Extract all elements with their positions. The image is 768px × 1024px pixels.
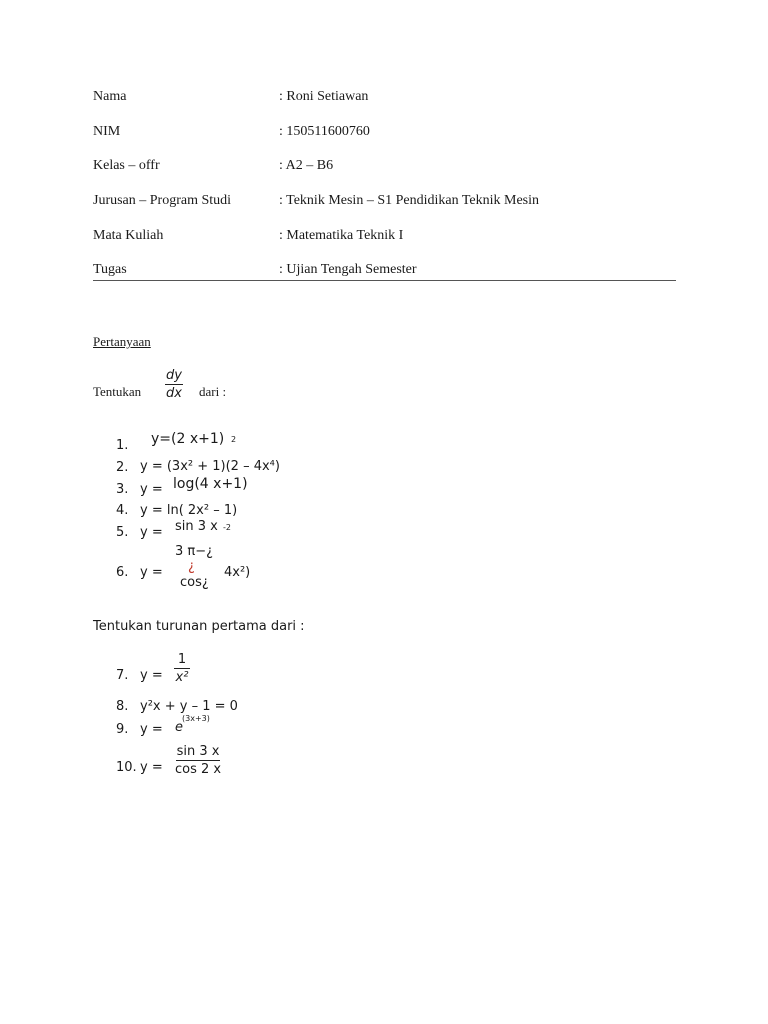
info-value-jurusan: : Teknik Mesin – S1 Pendidikan Teknik Mesin [279,193,540,208]
info-value-matkul: : Matematika Teknik I [279,228,404,243]
question-6-number: 6. [116,565,129,580]
question-6-tail: 4x²) [224,565,251,580]
question-9-prefix: y = [140,722,163,737]
question-5-number: 5. [116,525,129,540]
info-value-nama: : Roni Setiawan [279,89,369,104]
question-7-numerator: 1 [177,652,187,667]
intro-derivative-fraction [165,368,183,401]
info-label-nim: NIM [93,124,121,139]
question-7-number: 7. [116,668,129,683]
question-7-fraction [174,652,190,685]
info-label-kelas: Kelas – offr [93,158,160,173]
question-1-number: 1. [116,438,129,453]
header-divider [93,280,676,281]
question-8-expression: y²x + y – 1 = 0 [140,699,238,714]
question-7-denominator: x² [175,670,189,685]
question-9-number: 9. [116,722,129,737]
question-10-denominator: cos 2 x [175,762,222,777]
part2-intro: Tentukan turunan pertama dari : [93,619,305,634]
question-5-exponent: -2 [223,523,231,532]
question-10-prefix: y = [140,760,163,775]
question-2-number: 2. [116,460,129,475]
question-4-number: 4. [116,503,129,518]
question-10-numerator: sin 3 x [176,744,220,759]
question-3-number: 3. [116,482,129,497]
question-6-denominator: cos¿ [180,575,209,590]
intro-frac-bar [165,384,183,385]
question-10-frac-bar [176,760,220,761]
intro-suffix: dari : [199,384,227,399]
section-title: Pertanyaan [93,334,151,349]
question-5-prefix: y = [140,525,163,540]
question-7-frac-bar [174,668,190,669]
info-value-tugas: : Ujian Tengah Semester [279,262,417,277]
intro-prefix: Tentukan [93,384,142,399]
question-10-fraction [175,744,221,777]
question-6-numerator [175,544,213,559]
info-value-kelas: : A2 – B6 [279,158,334,173]
question-6-prefix: y = [140,565,163,580]
info-label-nama: Nama [93,89,127,104]
question-5-expression: sin 3 x [175,519,218,534]
question-9-exponent: (3x+3) [182,714,210,723]
question-3-prefix: y = [140,482,163,497]
question-6-numerator-text: 3 π−¿ [175,544,214,559]
question-1-exponent: 2 [231,435,237,444]
info-label-matkul: Mata Kuliah [93,228,164,243]
question-2-expression: y = (3x² + 1)(2 – 4x⁴) [140,459,280,474]
question-1-expression: y=(2 x+1) [151,431,225,447]
question-6-middle-glyph: ¿ [188,559,195,574]
intro-frac-numerator: dy [166,368,182,383]
info-value-nim: : 150511600760 [279,124,370,139]
question-7-prefix: y = [140,668,163,683]
info-label-jurusan: Jurusan – Program Studi [93,193,232,208]
intro-frac-denominator: dx [166,386,182,401]
question-8-number: 8. [116,699,129,714]
question-9-base: e [175,720,183,735]
info-label-tugas: Tugas [93,262,127,277]
question-3-expression: log(4 x+1) [173,476,248,492]
question-10-number: 10. [116,760,137,775]
question-4-expression: y = ln( 2x² – 1) [140,503,238,518]
